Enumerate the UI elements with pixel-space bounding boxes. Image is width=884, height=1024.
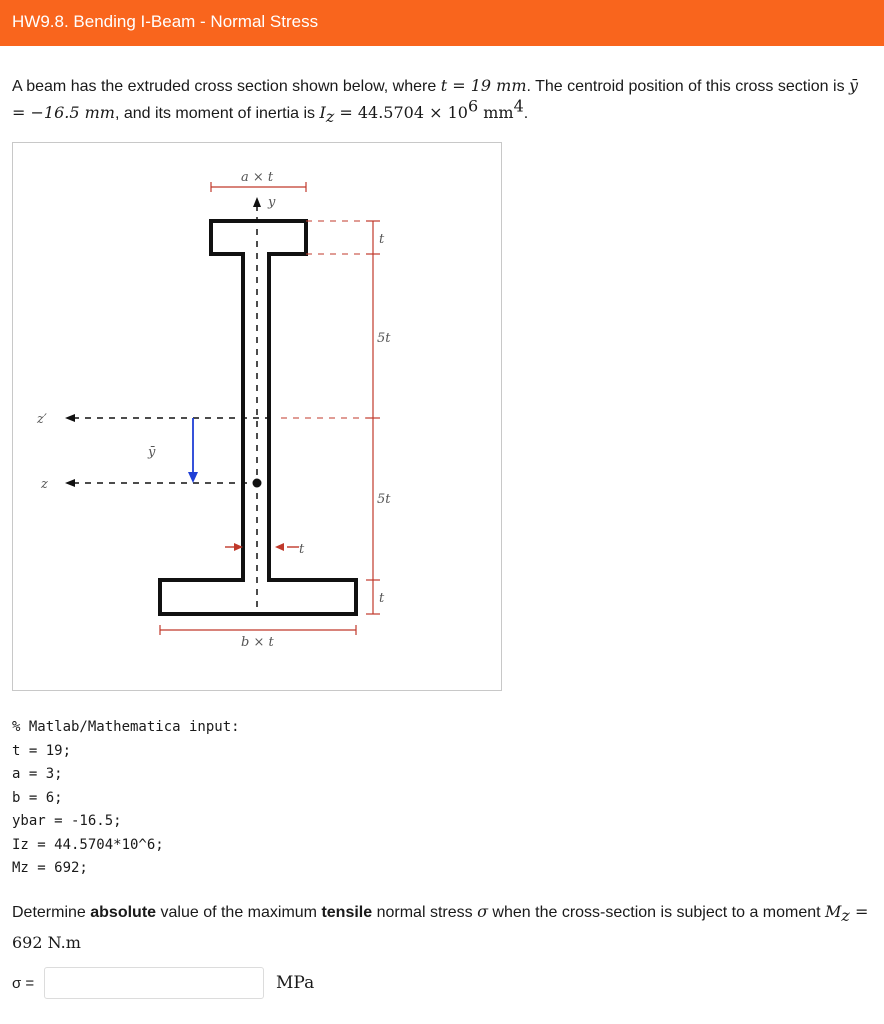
iz-exponent: 6 [467, 96, 479, 116]
ybar-equation: ȳ = −16.5 mm [12, 76, 859, 122]
intro-text-4: . [523, 105, 529, 122]
problem-statement [12, 73, 876, 130]
ybar-label: ȳ [148, 445, 156, 460]
sigma-symbol: σ [477, 902, 488, 921]
intro-text-3: , and its moment of inertia is [114, 105, 320, 122]
bottom-width-label: b × t [241, 635, 274, 650]
code-line: Iz = 44.5704*10^6; [12, 836, 164, 853]
y-axis-label: y [268, 195, 276, 210]
code-line: ybar = -16.5; [12, 813, 122, 829]
page-header [0, 0, 884, 46]
top-width-label: a × t [241, 170, 274, 185]
matlab-input-block [12, 716, 240, 881]
code-line: Mz = 692; [12, 860, 88, 876]
question-bold-absolute: absolute [90, 904, 157, 921]
centroid-point [253, 479, 262, 488]
code-line: b = 6; [12, 789, 63, 806]
code-line: % Matlab/Mathematica input: [12, 719, 240, 735]
lower-web-height-label: 5t [377, 492, 391, 507]
iz-symbol: I [319, 103, 326, 122]
t-equation: t = 19 mm [440, 76, 527, 95]
problem-title: HW9.8. Bending I-Beam - Normal Stress [12, 12, 319, 31]
code-line: t = 19; [12, 742, 72, 759]
answer-label: σ = [12, 974, 35, 992]
y-axis-arrow [253, 197, 261, 207]
web-thickness-label: t [299, 542, 305, 557]
intro-text-1: A beam has the extruded cross section shown below, where [12, 78, 441, 95]
mz-symbol: M [825, 902, 842, 921]
question-text-1: Determine [12, 904, 91, 921]
top-flange-thickness-label: t [379, 232, 385, 247]
answer-unit: MPa [276, 973, 315, 993]
question-text-2: value of the maximum [156, 904, 322, 921]
mz-value: = 692 N.m [12, 902, 869, 953]
intro-text-2: . The centroid position of this cross section is [526, 78, 850, 95]
question-text [12, 898, 876, 957]
answer-row [12, 966, 314, 1000]
z-axis-label: z [41, 477, 48, 492]
cross-section-figure [12, 142, 502, 691]
code-line: a = 3; [12, 766, 63, 782]
i-beam-diagram [13, 143, 503, 692]
upper-web-height-label: 5t [377, 331, 391, 346]
iz-value: = 44.5704 × 10 [334, 103, 468, 122]
question-text-4: when the cross-section is subject to a moment [487, 904, 826, 921]
iz-subscript: z [325, 107, 335, 127]
stress-answer-input[interactable] [44, 967, 264, 999]
z-prime-axis-label: z′ [37, 412, 47, 427]
mz-subscript: z [841, 906, 850, 926]
iz-unit: mm [478, 103, 514, 122]
bottom-flange-thickness-label: t [379, 591, 385, 606]
question-bold-tensile: tensile [321, 904, 373, 921]
question-text-3: normal stress [372, 904, 478, 921]
iz-unit-exponent: 4 [513, 96, 524, 116]
